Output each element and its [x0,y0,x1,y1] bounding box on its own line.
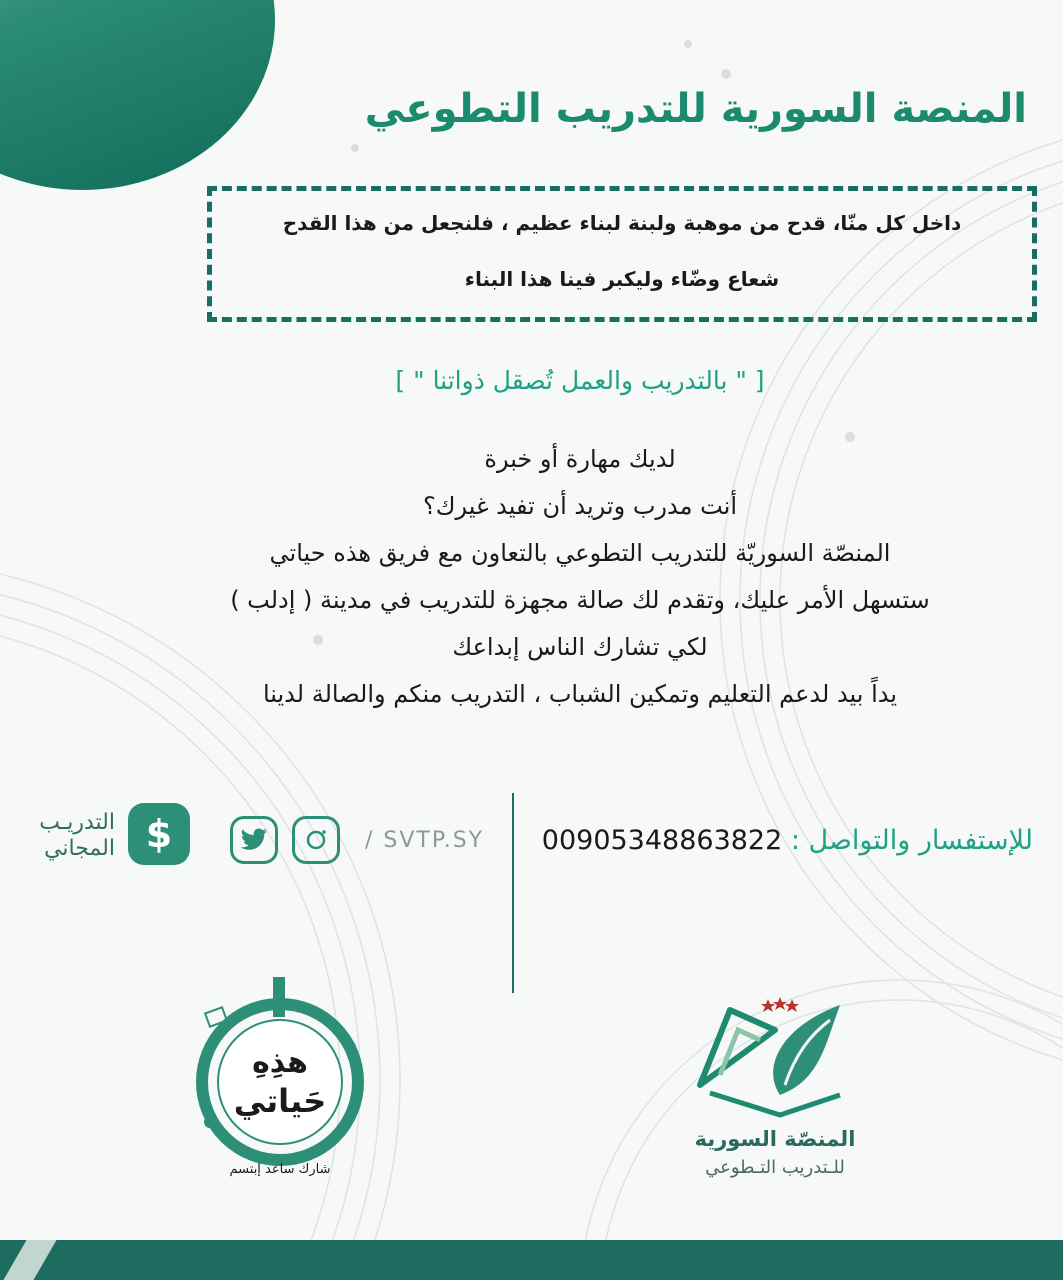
free-training-label [25,810,115,862]
free-training-line-2: المجاني [44,836,115,861]
platform-logo [690,985,860,1125]
team-logo [185,972,375,1182]
twitter-icon[interactable] [230,816,278,864]
platform-logo-name: المنصّة السورية [694,1127,856,1151]
body-line: يداً بيد لدعم التعليم وتمكين الشباب ، التدريب منكم والصالة لدينا [262,680,898,708]
team-logo-line-1: هذِهِ [252,1045,308,1080]
vertical-divider [512,793,514,993]
dollar-icon: $ [128,803,190,865]
team-logo-line-2: حَياتي [233,1082,327,1120]
body-line: أنت مدرب وتريد أن تفيد غيرك؟ [423,492,737,520]
platform-logo-subtitle: للـتدريب التـطوعي [705,1157,845,1178]
body-line: لديك مهارة أو خبرة [484,445,676,473]
footer-bar [0,1240,1063,1280]
body-text [120,436,1040,718]
free-training-line-1: التدريـب [39,810,115,835]
body-line: لكي تشارك الناس إبداعك [452,633,708,661]
slogan: [ " بالتدريب والعمل تُصقل ذواتنا " ] [395,366,765,395]
team-logo-ring-text: شارك ساعد إبتسم [229,1162,331,1177]
quote-line-1: داخل كل منّا، قدح من موهبة ولبنة لبناء عظيم ، فلنجعل من هذا القدح [282,211,962,235]
contact-info [542,825,1033,856]
body-line: ستسهل الأمر عليك، وتقدم لك صالة مجهزة للتدريب في مدينة ( إدلب ) [230,586,930,614]
social-handle[interactable]: / SVTP.SY [365,828,485,853]
contact-label: للإستفسار والتواصل : [790,825,1033,856]
quote-line-2: شعاع وضّاء وليكبر فينا هذا البناء [464,267,780,291]
body-line: المنصّة السوريّة للتدريب التطوعي بالتعاون مع فريق هذه حياتي [269,539,891,567]
instagram-icon[interactable] [292,816,340,864]
page-title: المنصة السورية للتدريب التطوعي [364,86,1027,132]
phone-number[interactable]: 00905348863822 [541,825,783,856]
quote-box [207,186,1037,322]
